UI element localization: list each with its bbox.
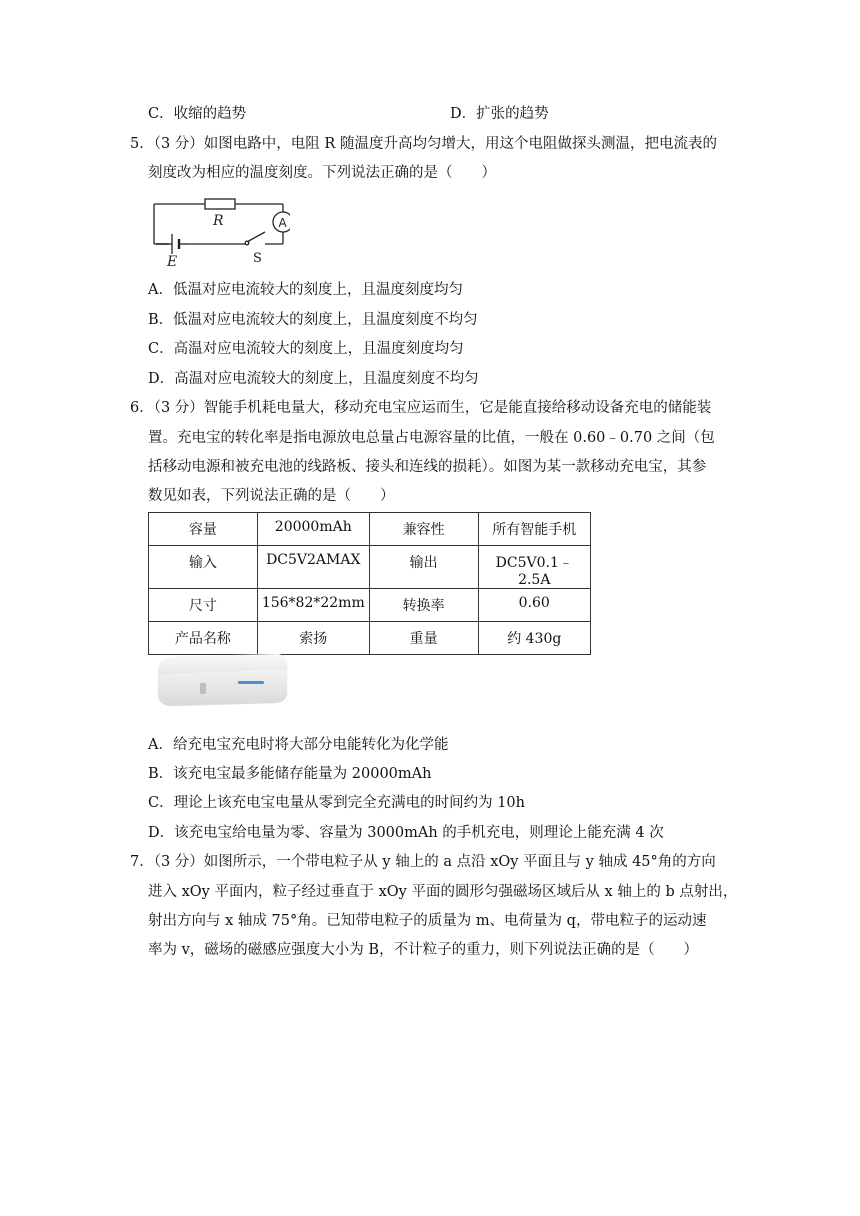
table-cell: DC5V2AMAX bbox=[257, 546, 369, 589]
table-cell: 重量 bbox=[369, 622, 478, 655]
table-cell: 容量 bbox=[149, 513, 258, 546]
q5-stem-line2: 刻度改为相应的温度刻度。下列说法正确的是（ ） bbox=[148, 165, 496, 181]
q6-option-c: C．理论上该充电宝电量从零到完全充满电的时间约为 10h bbox=[148, 795, 525, 811]
power-bank-spec-table bbox=[148, 512, 591, 655]
table-row bbox=[149, 513, 591, 546]
q6-option-d: D．该充电宝给电量为零、容量为 3000mAh 的手机充电，则理论上能充满 4 次 bbox=[148, 825, 664, 841]
table-cell: 所有智能手机 bbox=[478, 513, 590, 546]
q6-option-a: A．给充电宝充电时将大部分电能转化为化学能 bbox=[148, 737, 449, 753]
table-cell: 输出 bbox=[369, 546, 478, 589]
q6-stem-line3: 括移动电源和被充电池的线路板、接头和连线的损耗）。如图为某一款移动充电宝，其参 bbox=[148, 459, 707, 475]
circuit-diagram bbox=[150, 194, 290, 268]
label-s: S bbox=[253, 251, 262, 266]
table-row bbox=[149, 546, 591, 589]
q5-option-c: C．高温对应电流较大的刻度上，且温度刻度均匀 bbox=[148, 341, 464, 357]
q6-stem-line4: 数见如表，下列说法正确的是（ ） bbox=[148, 488, 395, 504]
table-cell: 输入 bbox=[149, 546, 258, 589]
power-bank-photo bbox=[150, 650, 290, 712]
table-cell: 兼容性 bbox=[369, 513, 478, 546]
q6-option-b: B．该充电宝最多能储存能量为 20000mAh bbox=[148, 766, 432, 782]
table-cell: DC5V0.1﹣2.5A bbox=[478, 546, 590, 589]
label-a: A bbox=[278, 216, 287, 230]
label-r: R bbox=[213, 213, 224, 229]
table-cell: 索扬 bbox=[257, 622, 369, 655]
table-cell: 156*82*22mm bbox=[257, 589, 369, 622]
q5-stem-line1: 5．（3 分）如图电路中，电阻 R 随温度升高均匀增大，用这个电阻做探头测温，把电流表的 bbox=[130, 136, 717, 152]
table-row bbox=[149, 589, 591, 622]
q5-option-b: B．低温对应电流较大的刻度上，且温度刻度不均匀 bbox=[148, 312, 478, 328]
table-cell: 尺寸 bbox=[149, 589, 258, 622]
table-cell: 0.60 bbox=[478, 589, 590, 622]
led-indicator bbox=[238, 681, 264, 684]
option-d-prev: D．扩张的趋势 bbox=[450, 106, 549, 122]
option-c-prev: C．收缩的趋势 bbox=[148, 106, 247, 122]
q6-stem-line1: 6．（3 分）智能手机耗电量大，移动充电宝应运而生，它是能直接给移动设备充电的储能装 bbox=[130, 400, 712, 416]
q7-stem-line2: 进入 xOy 平面内，粒子经过垂直于 xOy 平面的圆形匀强磁场区域后从 x 轴上的 b 点射出， bbox=[148, 884, 738, 900]
label-e: E bbox=[167, 254, 178, 268]
table-cell: 20000mAh bbox=[257, 513, 369, 546]
table-cell: 约 430g bbox=[478, 622, 590, 655]
switch-symbol bbox=[247, 232, 265, 242]
q5-option-d: D．高温对应电流较大的刻度上，且温度刻度不均匀 bbox=[148, 371, 479, 387]
q7-stem-line3: 射出方向与 x 轴成 75°角。已知带电粒子的质量为 m、电荷量为 q，带电粒子的运动速 bbox=[148, 913, 707, 929]
q5-option-a: A．低温对应电流较大的刻度上，且温度刻度均匀 bbox=[148, 282, 463, 298]
table-cell: 转换率 bbox=[369, 589, 478, 622]
table-cell: 产品名称 bbox=[149, 622, 258, 655]
q7-stem-line1: 7．（3 分）如图所示，一个带电粒子从 y 轴上的 a 点沿 xOy 平面且与 y 轴成 45°角的方向 bbox=[130, 854, 716, 870]
q7-stem-line4: 率为 v，磁场的磁感应强度大小为 B，不计粒子的重力，则下列说法正确的是（ ） bbox=[148, 942, 699, 958]
resistor-symbol bbox=[205, 199, 235, 209]
q6-stem-line2: 置。充电宝的转化率是指电源放电总量占电源容量的比值，一般在 0.60﹣0.70 之间（包 bbox=[148, 430, 715, 446]
